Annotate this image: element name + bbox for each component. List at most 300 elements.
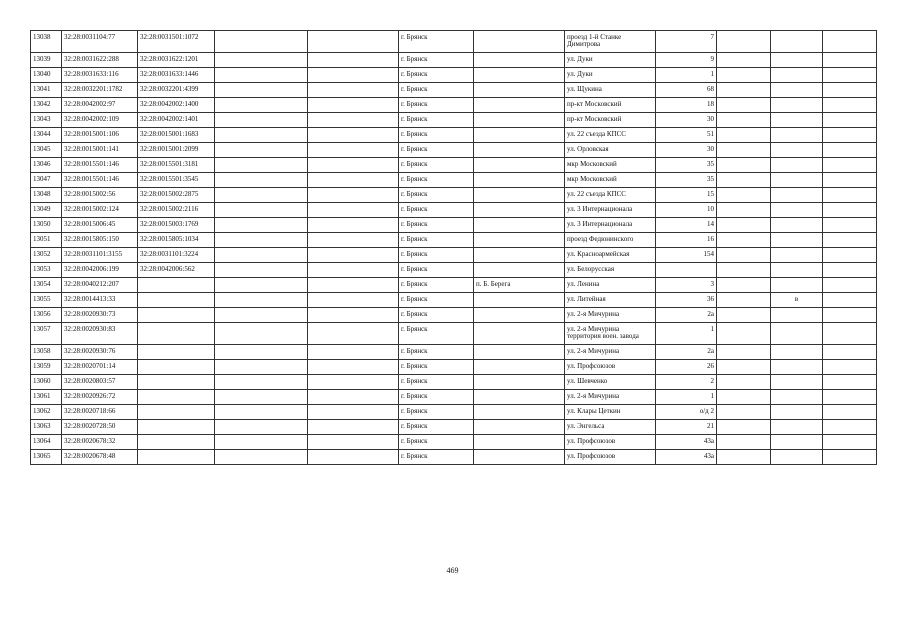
city-cell: г. Брянск: [399, 188, 474, 203]
blank-cell-11: [823, 248, 877, 263]
blank-cell-4: [308, 53, 399, 68]
street-cell: ул. 2-я Мичурина: [565, 390, 656, 405]
blank-cell-9: [717, 263, 771, 278]
street-cell: ул. Дуки: [565, 68, 656, 83]
city-cell: г. Брянск: [399, 203, 474, 218]
blank-cell-3: [215, 31, 308, 53]
blank-cell-9: [717, 158, 771, 173]
blank-cell-3: [215, 405, 308, 420]
house-cell: 26: [656, 360, 717, 375]
blank-cell-4: [308, 390, 399, 405]
street-cell: ул. Красноармейская: [565, 248, 656, 263]
street-cell: пр-кт Московский: [565, 98, 656, 113]
row-number-cell: 13063: [31, 420, 62, 435]
district-cell: [474, 233, 565, 248]
registry-table: [30, 30, 877, 465]
house-cell: 14: [656, 218, 717, 233]
blank-cell-4: [308, 233, 399, 248]
table-row: [31, 203, 877, 218]
note-cell: [771, 308, 823, 323]
city-cell: г. Брянск: [399, 435, 474, 450]
row-number-cell: 13064: [31, 435, 62, 450]
blank-cell-11: [823, 293, 877, 308]
city-cell: г. Брянск: [399, 420, 474, 435]
table-row: [31, 31, 877, 53]
city-cell: г. Брянск: [399, 98, 474, 113]
house-cell: 35: [656, 173, 717, 188]
cadastral-number-cell: 32:28:0020930:76: [62, 345, 138, 360]
table-row: [31, 158, 877, 173]
table-row: [31, 435, 877, 450]
city-cell: г. Брянск: [399, 293, 474, 308]
note-cell: [771, 31, 823, 53]
table-row: [31, 218, 877, 233]
cadastral-number-cell: 32:28:0020701:14: [62, 360, 138, 375]
note-cell: [771, 218, 823, 233]
cadastral-number-2-cell: [138, 308, 215, 323]
cadastral-number-2-cell: 32:28:0015501:3181: [138, 158, 215, 173]
blank-cell-3: [215, 173, 308, 188]
blank-cell-9: [717, 218, 771, 233]
row-number-cell: 13062: [31, 405, 62, 420]
house-cell: 1: [656, 68, 717, 83]
blank-cell-3: [215, 113, 308, 128]
house-cell: 1: [656, 323, 717, 345]
street-cell: ул. Шевченко: [565, 375, 656, 390]
table-row: [31, 293, 877, 308]
cadastral-number-cell: 32:28:0040212:207: [62, 278, 138, 293]
blank-cell-9: [717, 450, 771, 465]
blank-cell-3: [215, 158, 308, 173]
blank-cell-3: [215, 143, 308, 158]
district-cell: [474, 31, 565, 53]
row-number-cell: 13058: [31, 345, 62, 360]
row-number-cell: 13038: [31, 31, 62, 53]
blank-cell-9: [717, 113, 771, 128]
row-number-cell: 13061: [31, 390, 62, 405]
table-row: [31, 173, 877, 188]
house-cell: 21: [656, 420, 717, 435]
blank-cell-3: [215, 68, 308, 83]
blank-cell-4: [308, 143, 399, 158]
cadastral-number-cell: 32:28:0020678:32: [62, 435, 138, 450]
blank-cell-9: [717, 278, 771, 293]
table-row: [31, 53, 877, 68]
cadastral-number-2-cell: [138, 405, 215, 420]
table-row: [31, 233, 877, 248]
blank-cell-4: [308, 435, 399, 450]
city-cell: г. Брянск: [399, 158, 474, 173]
cadastral-number-2-cell: 32:28:0015003:1769: [138, 218, 215, 233]
row-number-cell: 13050: [31, 218, 62, 233]
blank-cell-4: [308, 158, 399, 173]
district-cell: [474, 435, 565, 450]
cadastral-number-cell: 32:28:0015002:56: [62, 188, 138, 203]
blank-cell-4: [308, 278, 399, 293]
blank-cell-4: [308, 323, 399, 345]
blank-cell-11: [823, 308, 877, 323]
table-row: [31, 450, 877, 465]
blank-cell-9: [717, 83, 771, 98]
row-number-cell: 13048: [31, 188, 62, 203]
house-cell: о/д 2: [656, 405, 717, 420]
note-cell: [771, 323, 823, 345]
blank-cell-11: [823, 188, 877, 203]
house-cell: 51: [656, 128, 717, 143]
blank-cell-11: [823, 405, 877, 420]
city-cell: г. Брянск: [399, 375, 474, 390]
district-cell: [474, 203, 565, 218]
blank-cell-3: [215, 293, 308, 308]
street-cell: ул. Орловская: [565, 143, 656, 158]
row-number-cell: 13054: [31, 278, 62, 293]
table-row: [31, 420, 877, 435]
note-cell: [771, 233, 823, 248]
note-cell: [771, 203, 823, 218]
blank-cell-4: [308, 128, 399, 143]
cadastral-number-cell: 32:28:0015006:45: [62, 218, 138, 233]
city-cell: г. Брянск: [399, 308, 474, 323]
city-cell: г. Брянск: [399, 31, 474, 53]
table-row: [31, 128, 877, 143]
blank-cell-11: [823, 98, 877, 113]
cadastral-number-2-cell: 32:28:0042006:562: [138, 263, 215, 278]
blank-cell-3: [215, 390, 308, 405]
blank-cell-9: [717, 308, 771, 323]
blank-cell-4: [308, 31, 399, 53]
blank-cell-3: [215, 218, 308, 233]
blank-cell-11: [823, 420, 877, 435]
row-number-cell: 13045: [31, 143, 62, 158]
house-cell: 2а: [656, 345, 717, 360]
city-cell: г. Брянск: [399, 248, 474, 263]
blank-cell-11: [823, 218, 877, 233]
cadastral-number-2-cell: [138, 345, 215, 360]
house-cell: 154: [656, 248, 717, 263]
street-cell: ул. Дуки: [565, 53, 656, 68]
house-cell: 9: [656, 53, 717, 68]
blank-cell-4: [308, 375, 399, 390]
house-cell: 43а: [656, 435, 717, 450]
blank-cell-9: [717, 248, 771, 263]
row-number-cell: 13041: [31, 83, 62, 98]
cadastral-number-cell: 32:28:0031104:77: [62, 31, 138, 53]
street-cell: ул. 22 съезда КПСС: [565, 188, 656, 203]
cadastral-number-2-cell: [138, 360, 215, 375]
page-number: 469: [446, 566, 459, 575]
note-cell: [771, 360, 823, 375]
district-cell: [474, 173, 565, 188]
city-cell: г. Брянск: [399, 113, 474, 128]
table-row: [31, 98, 877, 113]
row-number-cell: 13065: [31, 450, 62, 465]
street-cell: ул. Клары Цеткин: [565, 405, 656, 420]
district-cell: [474, 308, 565, 323]
table-row: [31, 278, 877, 293]
blank-cell-9: [717, 323, 771, 345]
street-cell: мкр Московский: [565, 173, 656, 188]
cadastral-number-cell: 32:28:0015501:146: [62, 173, 138, 188]
blank-cell-3: [215, 278, 308, 293]
blank-cell-11: [823, 450, 877, 465]
blank-cell-9: [717, 375, 771, 390]
blank-cell-11: [823, 83, 877, 98]
blank-cell-11: [823, 375, 877, 390]
row-number-cell: 13046: [31, 158, 62, 173]
table-row: [31, 68, 877, 83]
blank-cell-3: [215, 308, 308, 323]
blank-cell-3: [215, 323, 308, 345]
city-cell: г. Брянск: [399, 128, 474, 143]
cadastral-number-cell: 32:28:0020926:72: [62, 390, 138, 405]
blank-cell-3: [215, 98, 308, 113]
street-cell: ул. Профсоюзов: [565, 450, 656, 465]
house-cell: 35: [656, 158, 717, 173]
cadastral-number-cell: 32:28:0032201:1782: [62, 83, 138, 98]
cadastral-number-cell: 32:28:0020803:57: [62, 375, 138, 390]
note-cell: [771, 68, 823, 83]
row-number-cell: 13052: [31, 248, 62, 263]
house-cell: 2: [656, 375, 717, 390]
city-cell: г. Брянск: [399, 68, 474, 83]
street-cell: ул. 3 Интернационала: [565, 218, 656, 233]
cadastral-number-2-cell: [138, 420, 215, 435]
table-row: [31, 360, 877, 375]
registry-table-body: [31, 31, 877, 465]
blank-cell-4: [308, 203, 399, 218]
blank-cell-9: [717, 233, 771, 248]
district-cell: [474, 450, 565, 465]
cadastral-number-cell: 32:28:0020718:66: [62, 405, 138, 420]
blank-cell-9: [717, 360, 771, 375]
blank-cell-4: [308, 420, 399, 435]
note-cell: [771, 263, 823, 278]
row-number-cell: 13049: [31, 203, 62, 218]
table-row: [31, 375, 877, 390]
note-cell: [771, 278, 823, 293]
cadastral-number-cell: 32:28:0014413:33: [62, 293, 138, 308]
blank-cell-4: [308, 345, 399, 360]
cadastral-number-2-cell: 32:28:0031622:1201: [138, 53, 215, 68]
cadastral-number-cell: 32:28:0020930:73: [62, 308, 138, 323]
house-cell: 2а: [656, 308, 717, 323]
blank-cell-11: [823, 113, 877, 128]
blank-cell-3: [215, 450, 308, 465]
blank-cell-9: [717, 420, 771, 435]
cadastral-number-2-cell: [138, 278, 215, 293]
city-cell: г. Брянск: [399, 83, 474, 98]
cadastral-number-cell: 32:28:0015805:150: [62, 233, 138, 248]
cadastral-number-2-cell: [138, 323, 215, 345]
row-number-cell: 13051: [31, 233, 62, 248]
blank-cell-11: [823, 158, 877, 173]
table-row: [31, 390, 877, 405]
cadastral-number-2-cell: 32:28:0015002:2875: [138, 188, 215, 203]
city-cell: г. Брянск: [399, 450, 474, 465]
row-number-cell: 13056: [31, 308, 62, 323]
blank-cell-11: [823, 173, 877, 188]
note-cell: [771, 83, 823, 98]
note-cell: [771, 98, 823, 113]
district-cell: [474, 143, 565, 158]
house-cell: 3: [656, 278, 717, 293]
row-number-cell: 13044: [31, 128, 62, 143]
street-cell: ул. 22 съезда КПСС: [565, 128, 656, 143]
street-cell: ул. Белорусская: [565, 263, 656, 278]
district-cell: [474, 68, 565, 83]
house-cell: 1: [656, 390, 717, 405]
blank-cell-9: [717, 31, 771, 53]
blank-cell-3: [215, 435, 308, 450]
district-cell: [474, 293, 565, 308]
blank-cell-11: [823, 360, 877, 375]
blank-cell-3: [215, 188, 308, 203]
house-cell: 30: [656, 143, 717, 158]
blank-cell-4: [308, 188, 399, 203]
cadastral-number-2-cell: [138, 293, 215, 308]
cadastral-number-cell: 32:28:0015501:146: [62, 158, 138, 173]
cadastral-number-cell: 32:28:0015002:124: [62, 203, 138, 218]
street-cell: ул. Профсоюзов: [565, 360, 656, 375]
district-cell: [474, 375, 565, 390]
blank-cell-9: [717, 390, 771, 405]
table-row: [31, 113, 877, 128]
row-number-cell: 13055: [31, 293, 62, 308]
blank-cell-11: [823, 263, 877, 278]
cadastral-number-2-cell: 32:28:0015805:1034: [138, 233, 215, 248]
note-cell: [771, 345, 823, 360]
house-cell: 10: [656, 203, 717, 218]
city-cell: г. Брянск: [399, 360, 474, 375]
cadastral-number-cell: 32:28:0020678:48: [62, 450, 138, 465]
house-cell: 15: [656, 188, 717, 203]
note-cell: [771, 158, 823, 173]
blank-cell-11: [823, 323, 877, 345]
city-cell: г. Брянск: [399, 323, 474, 345]
district-cell: [474, 420, 565, 435]
street-cell: ул. Литейная: [565, 293, 656, 308]
blank-cell-3: [215, 53, 308, 68]
cadastral-number-2-cell: 32:28:0015001:1683: [138, 128, 215, 143]
row-number-cell: 13040: [31, 68, 62, 83]
cadastral-number-2-cell: 32:28:0031633:1446: [138, 68, 215, 83]
district-cell: [474, 360, 565, 375]
house-cell: [656, 263, 717, 278]
row-number-cell: 13047: [31, 173, 62, 188]
cadastral-number-2-cell: [138, 435, 215, 450]
city-cell: г. Брянск: [399, 218, 474, 233]
street-cell: ул. 2-я Мичурина: [565, 308, 656, 323]
blank-cell-11: [823, 435, 877, 450]
street-cell: ул. Энгельса: [565, 420, 656, 435]
blank-cell-3: [215, 83, 308, 98]
blank-cell-4: [308, 248, 399, 263]
blank-cell-3: [215, 248, 308, 263]
blank-cell-9: [717, 68, 771, 83]
blank-cell-3: [215, 345, 308, 360]
note-cell: [771, 450, 823, 465]
blank-cell-11: [823, 31, 877, 53]
blank-cell-3: [215, 233, 308, 248]
district-cell: [474, 218, 565, 233]
cadastral-number-2-cell: 32:28:0032201:4399: [138, 83, 215, 98]
note-cell: [771, 435, 823, 450]
row-number-cell: 13043: [31, 113, 62, 128]
blank-cell-4: [308, 218, 399, 233]
blank-cell-4: [308, 360, 399, 375]
note-cell: в: [771, 293, 823, 308]
district-cell: [474, 158, 565, 173]
house-cell: 36: [656, 293, 717, 308]
city-cell: г. Брянск: [399, 143, 474, 158]
blank-cell-9: [717, 435, 771, 450]
note-cell: [771, 53, 823, 68]
blank-cell-4: [308, 450, 399, 465]
table-row: [31, 188, 877, 203]
note-cell: [771, 113, 823, 128]
blank-cell-11: [823, 68, 877, 83]
note-cell: [771, 375, 823, 390]
street-cell: ул. 2-я Мичурина: [565, 345, 656, 360]
blank-cell-3: [215, 375, 308, 390]
cadastral-number-cell: 32:28:0042006:199: [62, 263, 138, 278]
cadastral-number-2-cell: 32:28:0042002:1400: [138, 98, 215, 113]
cadastral-number-2-cell: [138, 375, 215, 390]
district-cell: [474, 113, 565, 128]
cadastral-number-cell: 32:28:0015001:141: [62, 143, 138, 158]
blank-cell-9: [717, 173, 771, 188]
blank-cell-11: [823, 128, 877, 143]
cadastral-number-2-cell: 32:28:0031101:3224: [138, 248, 215, 263]
row-number-cell: 13057: [31, 323, 62, 345]
blank-cell-9: [717, 128, 771, 143]
house-cell: 43а: [656, 450, 717, 465]
note-cell: [771, 128, 823, 143]
cadastral-number-cell: 32:28:0015001:106: [62, 128, 138, 143]
street-cell: проезд Федюнинского: [565, 233, 656, 248]
table-row: [31, 308, 877, 323]
city-cell: г. Брянск: [399, 278, 474, 293]
row-number-cell: 13059: [31, 360, 62, 375]
blank-cell-11: [823, 390, 877, 405]
blank-cell-11: [823, 143, 877, 158]
cadastral-number-2-cell: 32:28:0031501:1072: [138, 31, 215, 53]
note-cell: [771, 248, 823, 263]
house-cell: 7: [656, 31, 717, 53]
house-cell: 18: [656, 98, 717, 113]
blank-cell-4: [308, 83, 399, 98]
house-cell: 68: [656, 83, 717, 98]
row-number-cell: 13039: [31, 53, 62, 68]
district-cell: [474, 390, 565, 405]
table-row: [31, 248, 877, 263]
blank-cell-3: [215, 128, 308, 143]
city-cell: г. Брянск: [399, 390, 474, 405]
blank-cell-9: [717, 53, 771, 68]
city-cell: г. Брянск: [399, 263, 474, 278]
blank-cell-9: [717, 405, 771, 420]
blank-cell-9: [717, 143, 771, 158]
table-row: [31, 323, 877, 345]
blank-cell-4: [308, 98, 399, 113]
row-number-cell: 13053: [31, 263, 62, 278]
blank-cell-3: [215, 203, 308, 218]
note-cell: [771, 420, 823, 435]
district-cell: [474, 323, 565, 345]
district-cell: [474, 263, 565, 278]
district-cell: [474, 83, 565, 98]
row-number-cell: 13042: [31, 98, 62, 113]
